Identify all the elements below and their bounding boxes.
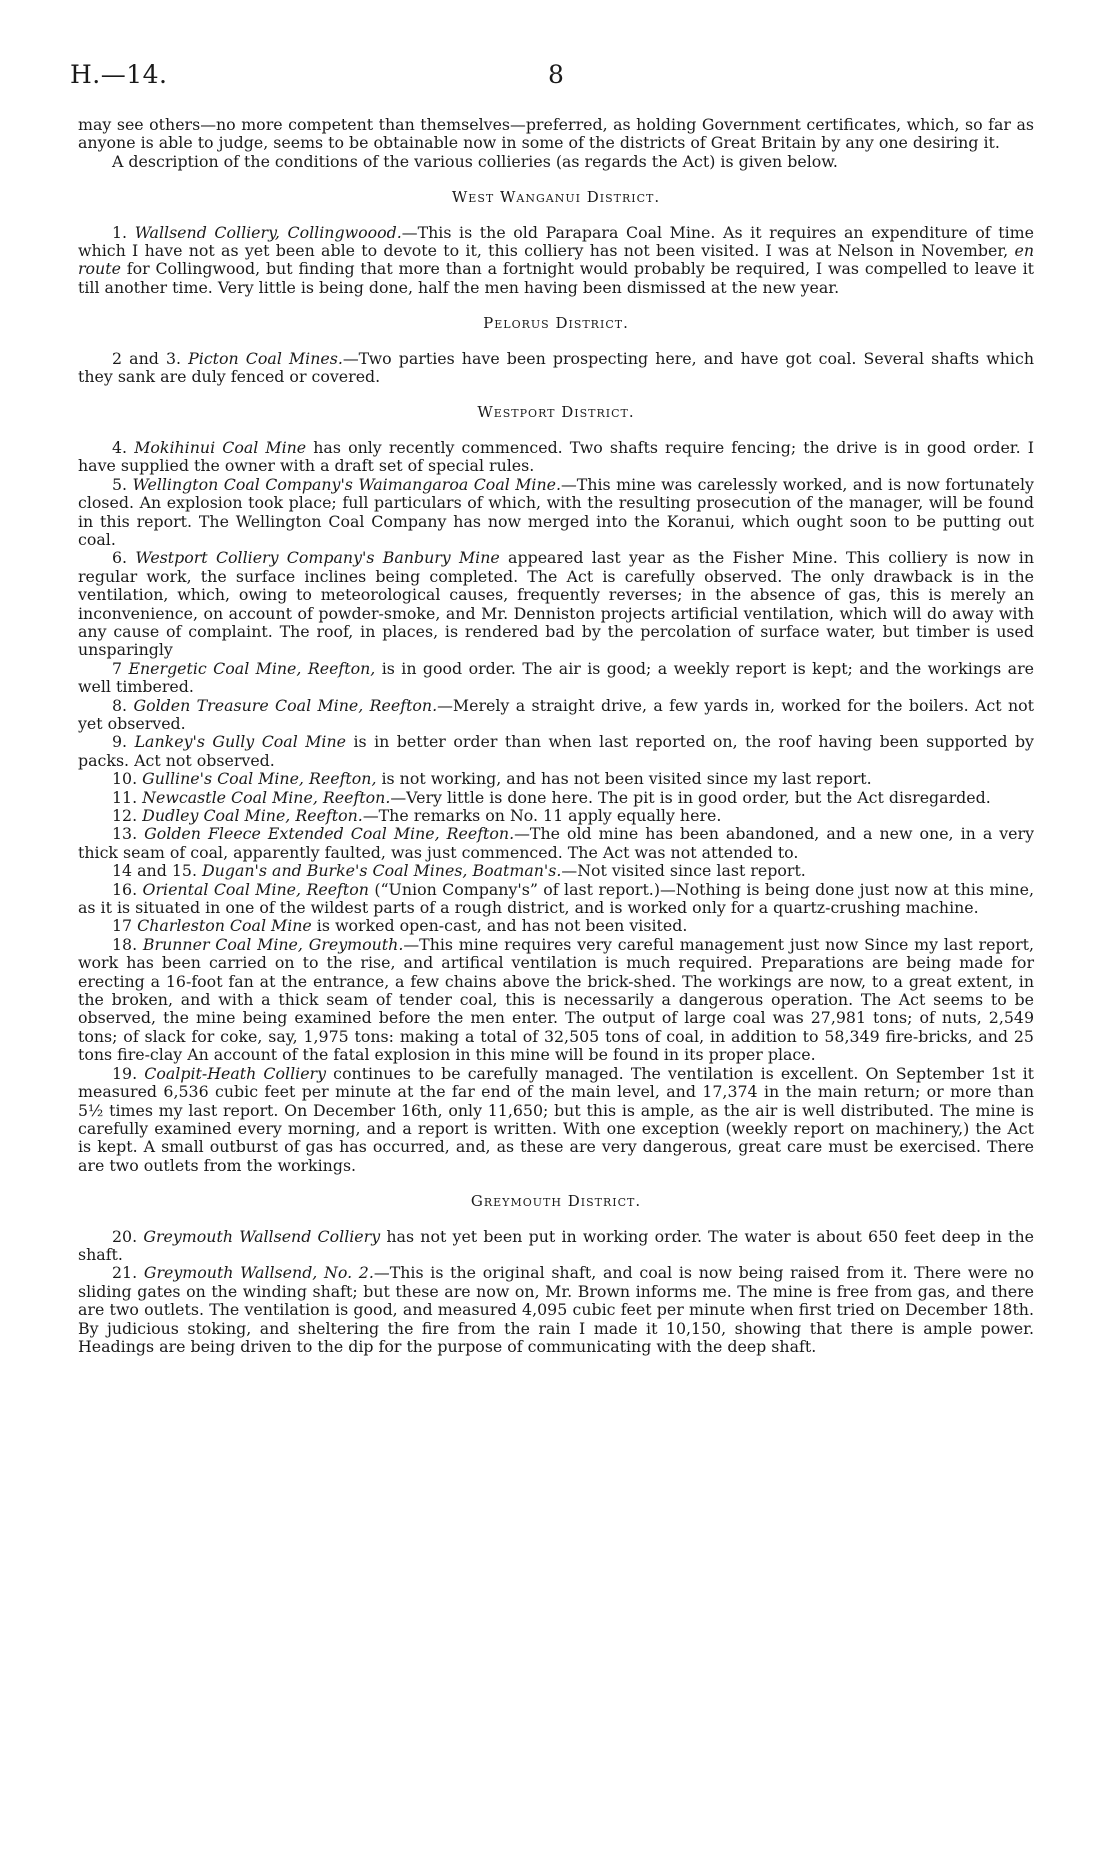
- entry-4: 4. Mokihinui Coal Mine has only recently commenced. Two shafts require fencing; the drive is in good order. I have supplied the owner with a draft set of special rules.: [78, 437, 1034, 476]
- entry-18: 18. Brunner Coal Mine, Greymouth.—This mine requires very careful management just now Since my last report, work has been carried on to the rise, and artifical ventilation is much required. Preparations are being made for erecting a 16-foot fan at the entrance, a few chains above the brick-shed. The workings are now, to a great extent, in the broken, and with a thick seam of tender coal, this is necessarily a dangerous operation. The Act seems to be observed, the mine being examined before the men enter. The output of large coal was 27,981 tons; of nuts, 2,549 tons; of slack for coke, say, 1,975 tons: making a total of 32,505 tons of coal, in addition to 58,349 fire-bricks, and 25 tons fire-clay An account of the fatal explosion in this mine will be found in its proper place.: [78, 934, 1035, 1065]
- entry-11: 11. Newcastle Coal Mine, Reefton.—Very little is done here. The pit is in good order, but the Act disregarded.: [112, 787, 991, 807]
- entry-20: 20. Greymouth Wallsend Colliery has not yet been put in working order. The water is about 650 feet deep in the shaft.: [78, 1226, 1034, 1264]
- entry-14-15: 14 and 15. Dugan's and Burke's Coal Mines, Boatman's.—Not visited since last report.: [112, 861, 806, 881]
- section-heading-pelorus: Pelorus District.: [483, 314, 629, 333]
- entry-5: 5. Wellington Coal Company's Waimangaroa Coal Mine.—This mine was carelessly worked, and is now fortunately closed. An explosion took place; full particulars of which, with the resulting prosecution of the manager, will be found in this report. The Wellington Coal Company has now merged into the Koranui, which ought soon to be putting out coal.: [78, 474, 1034, 549]
- entry-19: 19. Coalpit-Heath Colliery continues to be carefully managed. The ventilation is excellent. On September 1st it measured 6,536 cubic feet per minute at the far end of the main level, and 17,374 in the main return; or more than 5½ times my last report. On December 16th, only 11,650; but this is ample, as the air is well distributed. The mine is carefully examined every morning, and a report is written. With one exception (weekly report on machinery,) the Act is kept. A small outburst of gas has occurred, and, as these are very dangerous, great care must be exercised. There are two outlets from the workings.: [78, 1063, 1034, 1175]
- paragraph: A description of the conditions of the various collieries (as regards the Act) is given below.: [112, 151, 838, 171]
- entry-2-3: 2 and 3. Picton Coal Mines.—Two parties have been prospecting here, and have got coal. Several shafts which they sank are duly fenced or covered.: [78, 348, 1034, 387]
- entry-17: 17 Charleston Coal Mine is worked open-cast, and has not been visited.: [112, 916, 688, 936]
- body-text: [78, 116, 1034, 1356]
- page-number: 8: [548, 60, 564, 89]
- entry-16: 16. Oriental Coal Mine, Reefton (“Union Company's” of last report.)—Nothing is being done just now at this mine, as it is situated in one of the wildest parts of a rough district, and is worked only for a quartz-crushing machine.: [78, 879, 1034, 918]
- entry-8: 8. Golden Treasure Coal Mine, Reefton.—Merely a straight drive, a few yards in, worked for the boilers. Act not yet observed.: [78, 695, 1034, 733]
- entry-7: 7 Energetic Coal Mine, Reefton, is in good order. The air is good; a weekly report is kept; and the workings are well timbered.: [78, 658, 1034, 697]
- report-code: H.—14.: [70, 60, 168, 89]
- entry-1: 1. Wallsend Colliery, Collingwoood.—This is the old Parapara Coal Mine. As it requires an expenditure of time which I have not as yet been able to devote to it, this colliery has not been visited. I was at Nelson in November, en route for Collingwood, but finding that more than a fortnight would probably be required, I was compelled to leave it till another time. Very little is being done, half the men having been dismissed at the new year.: [78, 222, 1034, 297]
- entry-6: 6. Westport Colliery Company's Banbury Mine appeared last year as the Fisher Mine. This colliery is now in regular work, the surface inclines being completed. The Act is carefully observed. The only drawback is in the ventilation, which, owing to meteorological causes, frequently reverses; in the absence of gas, this is merely an inconvenience, on account of powder-smoke, and Mr. Denniston projects artificial ventilation, which will do away with any cause of complaint. The roof, in places, is rendered bad by the percolation of surface water, but timber is used unsparingly: [78, 548, 1034, 660]
- entry-10: 10. Gulline's Coal Mine, Reefton, is not working, and has not been visited since my last report.: [112, 769, 872, 789]
- page-header: [70, 60, 1050, 100]
- entry-21: 21. Greymouth Wallsend, No. 2.—This is the original shaft, and coal is now being raised from it. There were no sliding gates on the winding shaft; but these are now on, Mr. Brown informs me. The mine is free from gas, and there are two outlets. The ventilation is good, and measured 4,095 cubic feet per minute when first tried on December 18th. By judicious stoking, and sheltering the fire from the rain I made it 10,150, showing that there is ample power. Headings are being driven to the dip for the purpose of communicating with the deep shaft.: [78, 1263, 1034, 1356]
- section-heading-westport: Westport District.: [477, 403, 635, 422]
- section-heading-west-wanganui: West Wanganui District.: [451, 188, 661, 207]
- entry-13: 13. Golden Fleece Extended Coal Mine, Reefton.—The old mine has been abandoned, and a new one, in a very thick seam of coal, apparently faulted, was just commenced. The Act was not attended to.: [78, 824, 1034, 862]
- paragraph: may see others—no more competent than themselves—preferred, as holding Government certificates, which, so far as anyone is able to judge, seems to be obtainable now in some of the districts of Great Britain by any one desiring it.: [78, 115, 1034, 153]
- section-heading-greymouth: Greymouth District.: [470, 1192, 642, 1211]
- entry-12: 12. Dudley Coal Mine, Reefton.—The remarks on No. 11 apply equally here.: [112, 806, 722, 825]
- entry-9: 9. Lankey's Gully Coal Mine is in better order than when last reported on, the roof having been supported by packs. Act not observed.: [78, 732, 1034, 770]
